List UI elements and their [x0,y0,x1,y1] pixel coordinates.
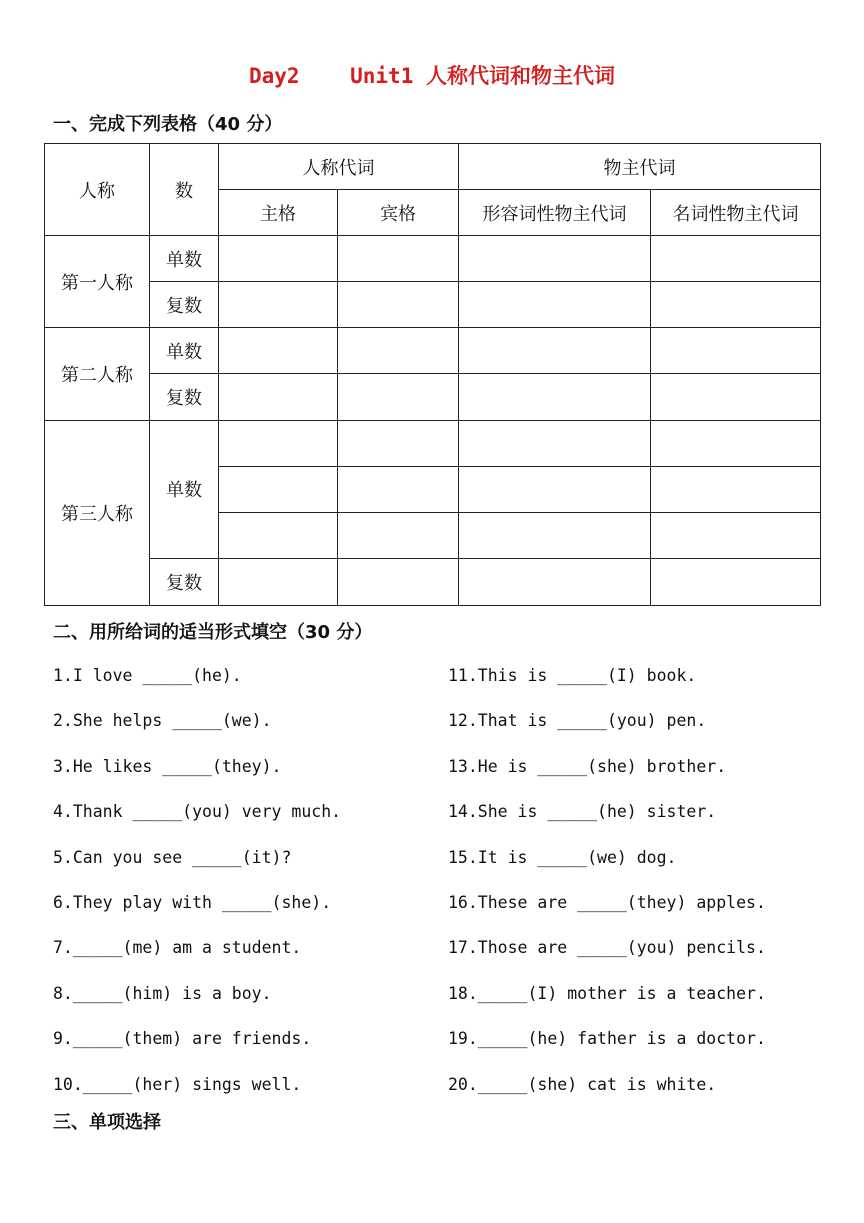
answer-cell[interactable] [651,466,821,512]
page-title: Day2 Unit1 人称代词和物主代词 [248,64,615,88]
exercise-item[interactable]: 5.Can you see _____(it)? [53,847,292,867]
answer-cell[interactable] [219,512,338,558]
answer-cell[interactable] [219,466,338,512]
header-number: 数 [150,144,219,236]
answer-cell[interactable] [219,236,338,282]
exercise-item[interactable]: 15.It is _____(we) dog. [448,847,677,867]
answer-cell[interactable] [338,512,459,558]
row-first-person: 第一人称 [45,236,150,328]
answer-cell[interactable] [338,466,459,512]
exercise-item[interactable]: 2.She helps _____(we). [53,711,272,731]
row-plural: 复数 [150,282,219,328]
exercise-item[interactable]: 16.These are _____(they) apples. [448,892,766,912]
exercise-item[interactable]: 6.They play with _____(she). [53,892,332,912]
answer-cell[interactable] [338,558,459,605]
answer-cell[interactable] [651,328,821,374]
answer-cell[interactable] [459,512,651,558]
header-subject-case: 主格 [219,190,338,236]
header-possessive-pronoun: 物主代词 [459,144,821,190]
answer-cell[interactable] [219,328,338,374]
header-adjective-possessive: 形容词性物主代词 [459,190,651,236]
exercise-item[interactable]: 9._____(them) are friends. [53,1029,312,1049]
answer-cell[interactable] [651,420,821,466]
header-personal-pronoun: 人称代词 [219,144,459,190]
section-3-heading: 三、单项选择 [53,1112,161,1133]
answer-cell[interactable] [459,236,651,282]
exercise-item[interactable]: 12.That is _____(you) pen. [448,711,707,731]
answer-cell[interactable] [651,512,821,558]
exercise-item[interactable]: 8._____(him) is a boy. [53,983,272,1003]
exercise-item[interactable]: 19._____(he) father is a doctor. [448,1029,766,1049]
row-singular: 单数 [150,236,219,282]
exercise-item[interactable]: 13.He is _____(she) brother. [448,756,727,776]
answer-cell[interactable] [219,558,338,605]
answer-cell[interactable] [459,282,651,328]
exercise-item[interactable]: 10._____(her) sings well. [53,1074,302,1094]
header-person: 人称 [45,144,150,236]
answer-cell[interactable] [338,236,459,282]
pronoun-table [44,143,821,606]
answer-cell[interactable] [651,558,821,605]
answer-cell[interactable] [651,282,821,328]
row-third-person: 第三人称 [45,420,150,605]
answer-cell[interactable] [459,558,651,605]
exercise-item[interactable]: 1.I love _____(he). [53,666,242,685]
answer-cell[interactable] [459,328,651,374]
exercise-item[interactable]: 17.Those are _____(you) pencils. [448,938,766,958]
header-object-case: 宾格 [338,190,459,236]
exercise-item[interactable]: 7._____(me) am a student. [53,938,302,958]
exercise-column-left [53,660,341,1114]
answer-cell[interactable] [459,466,651,512]
answer-cell[interactable] [459,374,651,420]
answer-cell[interactable] [219,420,338,466]
section-2-heading: 二、用所给词的适当形式填空（30 分） [53,622,373,643]
exercise-item[interactable]: 14.She is _____(he) sister. [448,802,717,822]
exercise-item[interactable]: 11.This is _____(I) book. [448,666,697,685]
answer-cell[interactable] [338,328,459,374]
exercise-item[interactable]: 20._____(she) cat is white. [448,1074,717,1094]
answer-cell[interactable] [338,420,459,466]
exercise-column-right [448,660,766,1114]
row-second-person: 第二人称 [45,328,150,420]
answer-cell[interactable] [459,420,651,466]
answer-cell[interactable] [219,282,338,328]
row-plural: 复数 [150,374,219,420]
exercise-item[interactable]: 3.He likes _____(they). [53,756,282,776]
answer-cell[interactable] [338,374,459,420]
answer-cell[interactable] [651,374,821,420]
answer-cell[interactable] [651,236,821,282]
section-1-heading: 一、完成下列表格（40 分） [53,114,283,135]
row-singular: 单数 [150,420,219,558]
exercise-item[interactable]: 4.Thank _____(you) very much. [53,802,342,822]
header-noun-possessive: 名词性物主代词 [651,190,821,236]
row-plural: 复数 [150,558,219,605]
exercise-item[interactable]: 18._____(I) mother is a teacher. [448,983,766,1003]
answer-cell[interactable] [338,282,459,328]
answer-cell[interactable] [219,374,338,420]
row-singular: 单数 [150,328,219,374]
